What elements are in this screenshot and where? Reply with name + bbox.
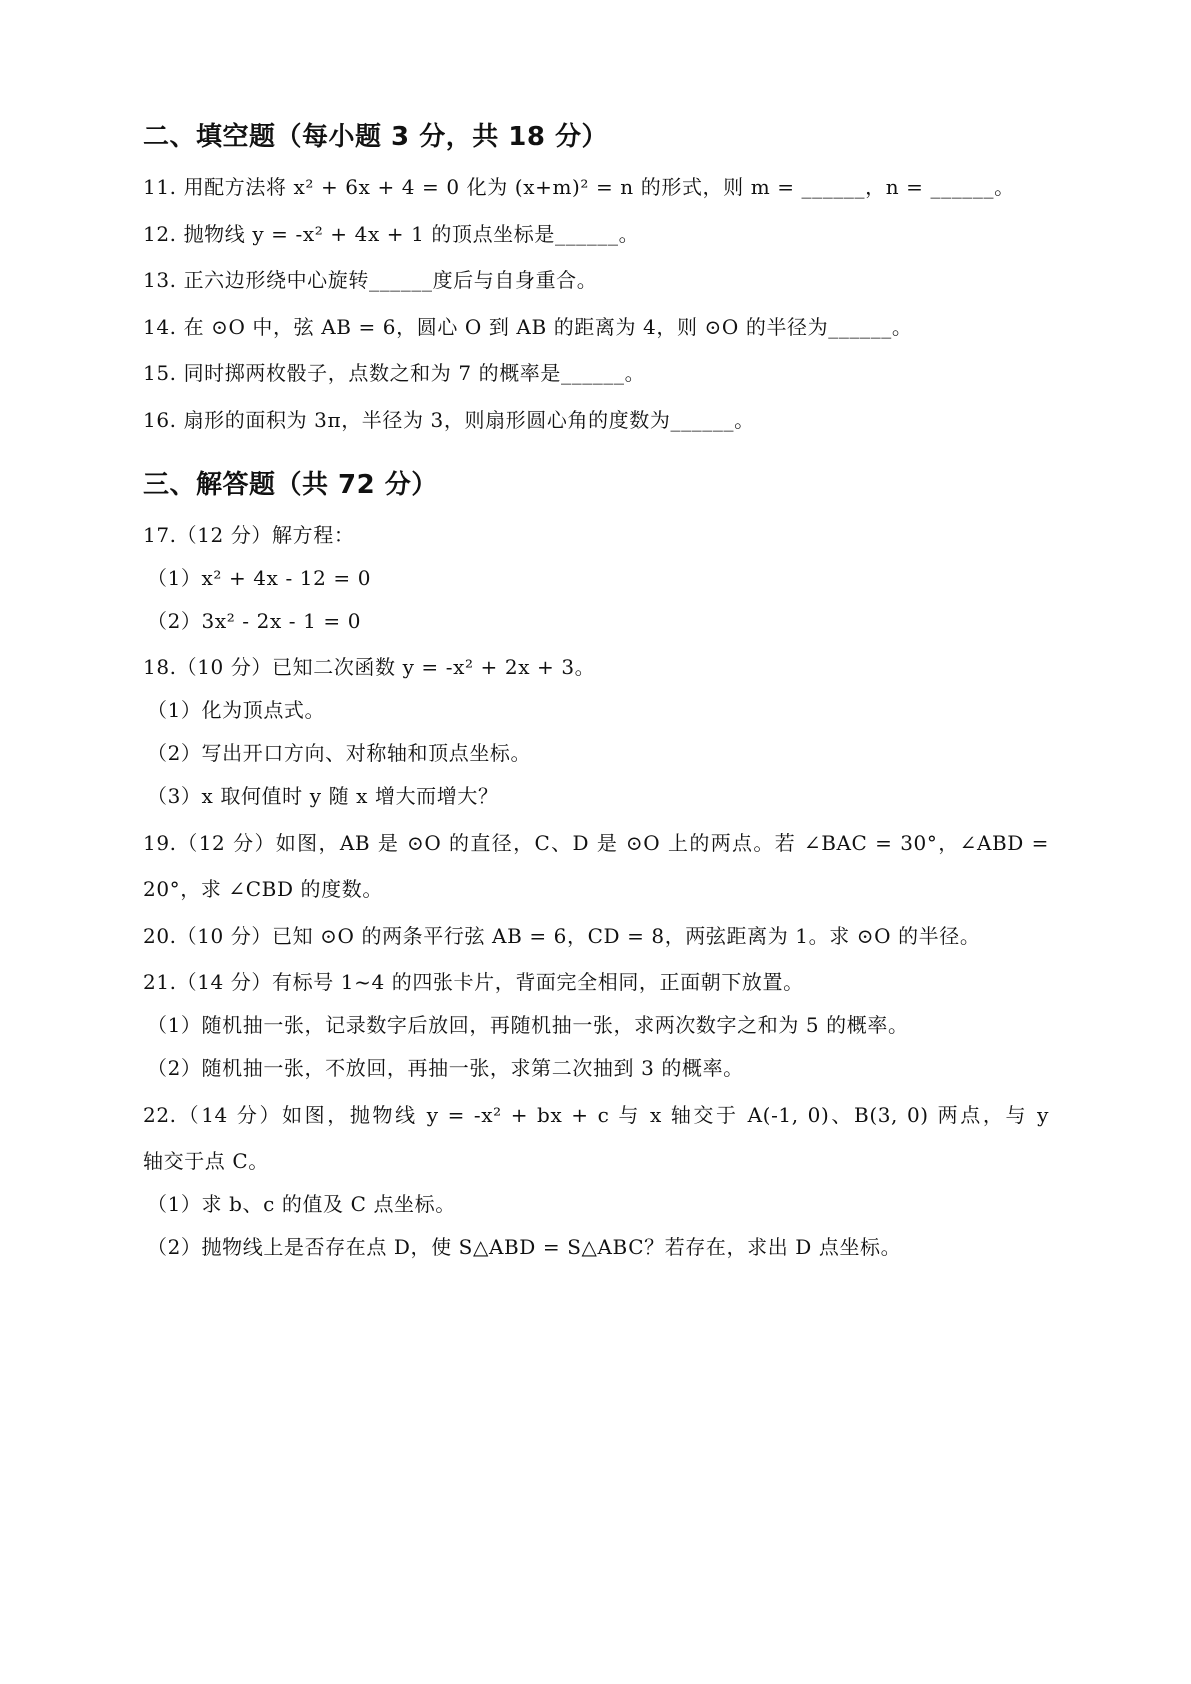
question-12: 12. 抛物线 y = -x² + 4x + 1 的顶点坐标是______。 (143, 222, 640, 246)
question-21-part-2: （2）随机抽一张，不放回，再抽一张，求第二次抽到 3 的概率。 (147, 1056, 744, 1080)
question-16: 16. 扇形的面积为 3π，半径为 3，则扇形圆心角的度数为______。 (143, 408, 755, 432)
question-11: 11. 用配方法将 x² + 6x + 4 = 0 化为 (x+m)² = n 的形式，则 m = ______，n = ______。 (143, 175, 1015, 199)
section-heading-fill-in: 二、填空题（每小题 3 分，共 18 分） (143, 122, 608, 152)
section-heading-answer: 三、解答题（共 72 分） (143, 470, 438, 500)
question-21-part-1: （1）随机抽一张，记录数字后放回，再随机抽一张，求两次数字之和为 5 的概率。 (147, 1013, 909, 1037)
question-13: 13. 正六边形绕中心旋转______度后与自身重合。 (143, 268, 598, 292)
question-17-part-1: （1）x² + 4x - 12 = 0 (147, 566, 372, 590)
question-18-part-3: （3）x 取何值时 y 随 x 增大而增大？ (147, 784, 499, 808)
question-17-stem: 17.（12 分）解方程： (143, 523, 355, 547)
question-14: 14. 在 ⊙O 中，弦 AB = 6，圆心 O 到 AB 的距离为 4，则 ⊙O 的半径为______。 (143, 315, 913, 339)
question-20-stem: 20.（10 分）已知 ⊙O 的两条平行弦 AB = 6，CD = 8，两弦距离为 1。求 ⊙O 的半径。 (143, 924, 981, 948)
question-22-stem-line-2: 轴交于点 C。 (143, 1149, 269, 1173)
question-21-stem: 21.（14 分）有标号 1~4 的四张卡片，背面完全相同，正面朝下放置。 (143, 970, 804, 994)
question-15: 15. 同时掷两枚骰子，点数之和为 7 的概率是______。 (143, 361, 646, 385)
question-18-part-1: （1）化为顶点式。 (147, 698, 326, 722)
question-19-stem-line-1: 19.（12 分）如图，AB 是 ⊙O 的直径，C、D 是 ⊙O 上的两点。若 ∠BAC = 30°，∠ABD = (143, 831, 1049, 855)
question-22-stem-line-1: 22.（14 分）如图，抛物线 y = -x² + bx + c 与 x 轴交于 A(-1, 0)、B(3, 0) 两点，与 y (143, 1103, 1049, 1127)
question-18-part-2: （2）写出开口方向、对称轴和顶点坐标。 (147, 741, 532, 765)
question-22-part-2: （2）抛物线上是否存在点 D，使 S△ABD = S△ABC？若存在，求出 D 点坐标。 (147, 1235, 902, 1259)
question-18-stem: 18.（10 分）已知二次函数 y = -x² + 2x + 3。 (143, 655, 596, 679)
question-22-part-1: （1）求 b、c 的值及 C 点坐标。 (147, 1192, 456, 1216)
question-19-stem-line-2: 20°，求 ∠CBD 的度数。 (143, 877, 383, 901)
question-17-part-2: （2）3x² - 2x - 1 = 0 (147, 609, 362, 633)
